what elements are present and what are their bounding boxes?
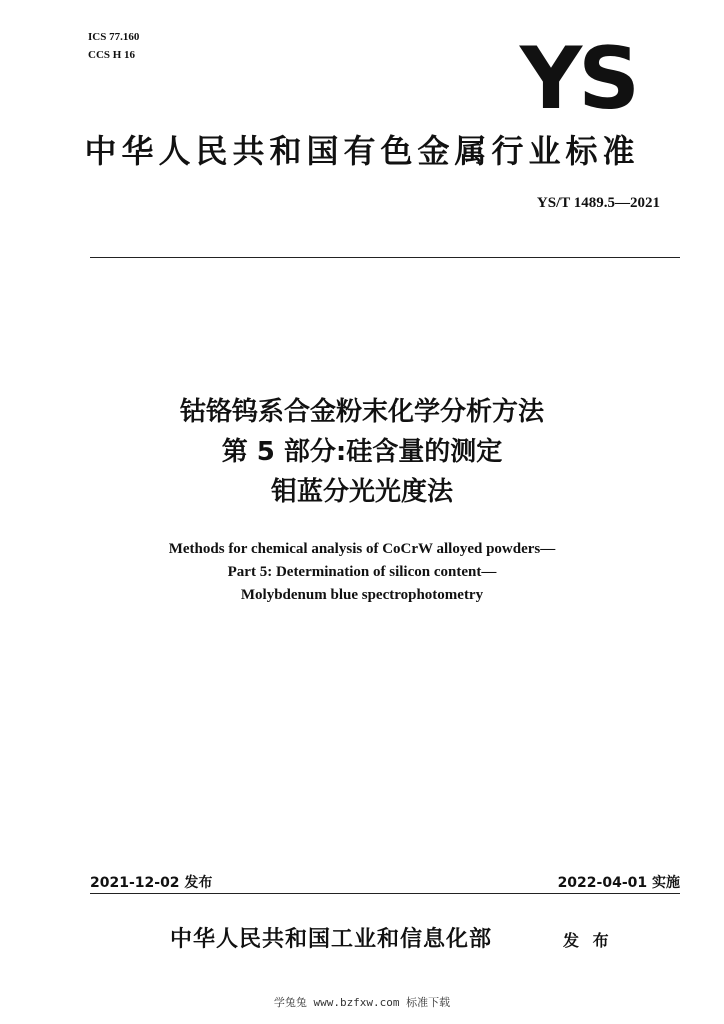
standard-number: YS/T 1489.5—2021 (536, 195, 660, 211)
english-title-line-1: Methods for chemical analysis of CoCrW alloyed powders— (168, 541, 556, 557)
issuing-authority: 中华人民共和国工业和信息化部 (170, 926, 493, 952)
english-title-line-3: Molybdenum blue spectrophotometry (240, 587, 484, 603)
footer-watermark: 学兔兔 www.bzfxw.com 标准下载 (273, 996, 451, 1009)
english-title (0, 538, 724, 607)
issue-date: 2021-12-02 发布 (90, 875, 213, 891)
ys-logo-text: YS (519, 34, 637, 114)
chinese-title-line-3: 钼蓝分光光度法 (270, 477, 453, 507)
implementation-date: 2022-04-01 实施 (557, 875, 680, 891)
divider (90, 257, 680, 258)
issue-label: 发 布 (563, 931, 613, 950)
ccs-code: CCS H 16 (88, 49, 136, 61)
bottom-divider (90, 893, 680, 894)
ics-code: ICS 77.160 (88, 31, 140, 43)
ys-logo (508, 34, 648, 114)
chinese-title-line-1: 钴铬钨系合金粉末化学分析方法 (179, 397, 544, 427)
chinese-title-line-2: 第 5 部分:硅含量的测定 (221, 437, 503, 467)
english-title-line-2: Part 5: Determination of silicon content— (227, 564, 497, 580)
classification-codes (88, 28, 139, 64)
chinese-title (0, 392, 724, 512)
standard-category: 中华人民共和国有色金属行业标准 (84, 132, 640, 170)
